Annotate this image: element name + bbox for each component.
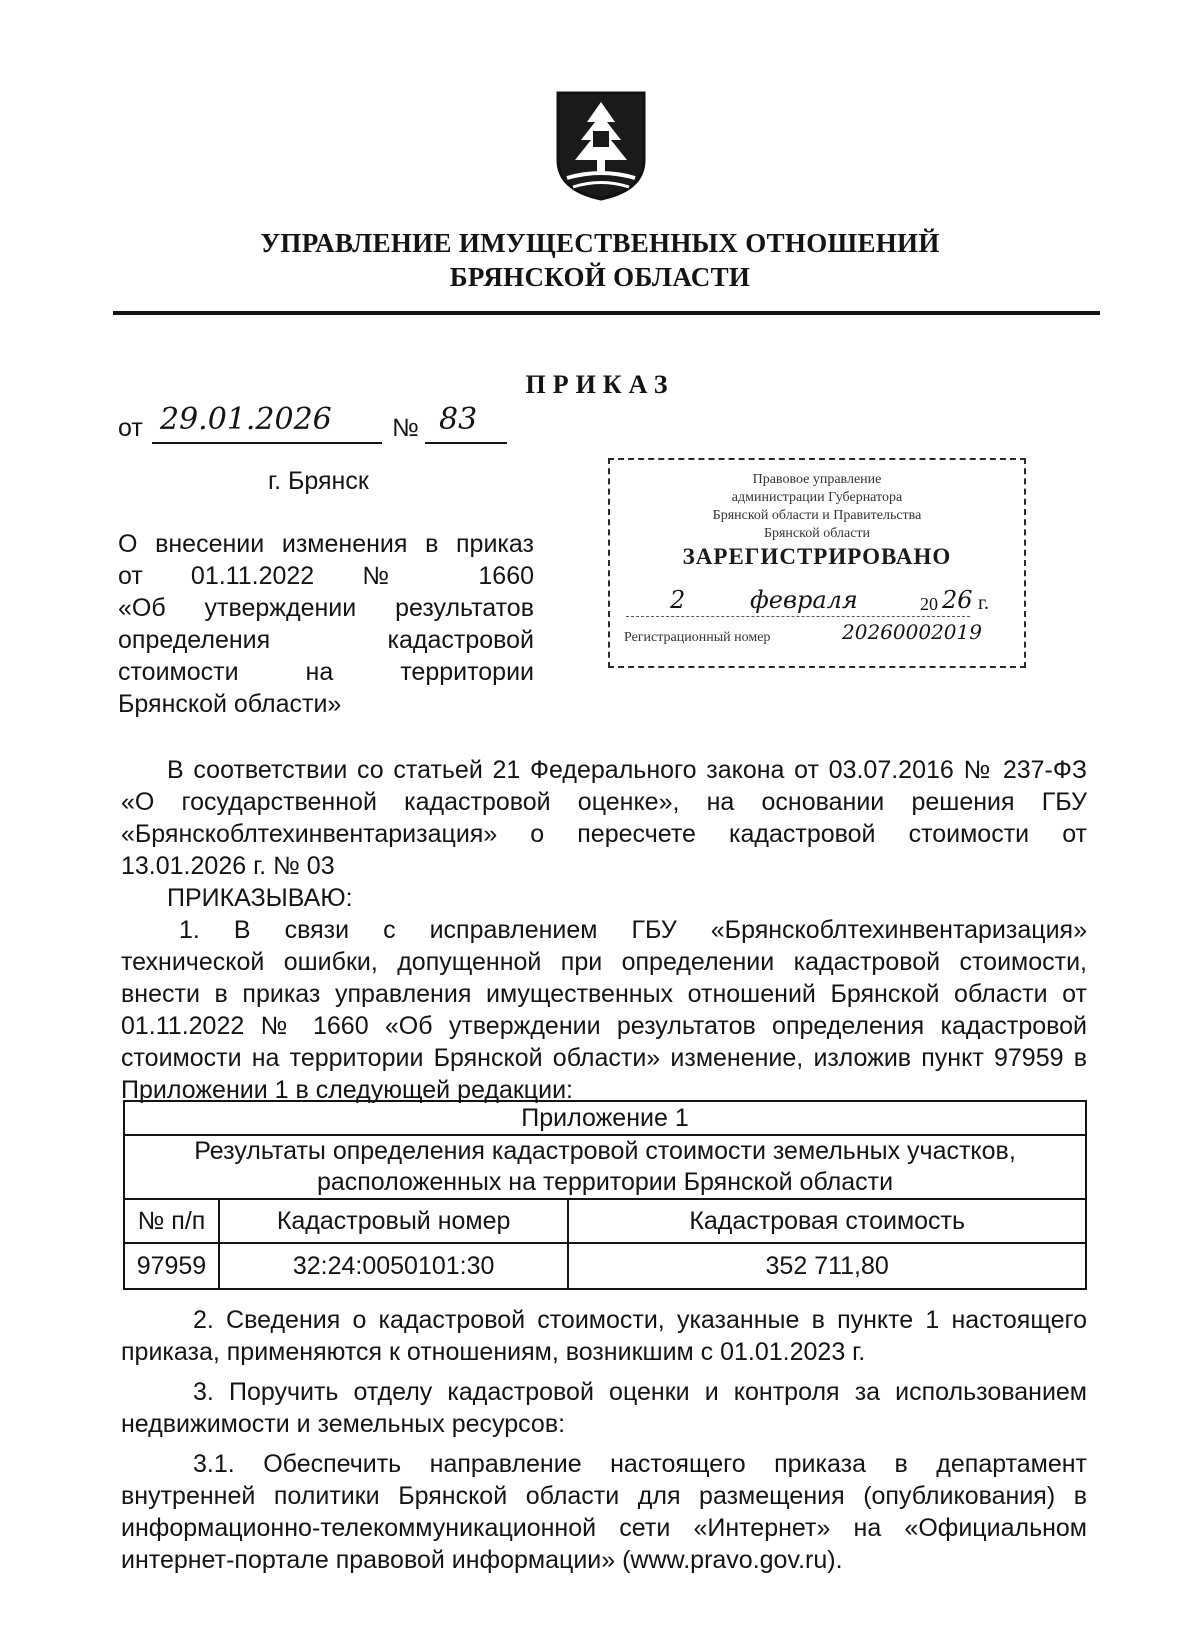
table-row xyxy=(124,1243,1086,1289)
number-field xyxy=(425,404,507,444)
column-header: № п/п xyxy=(124,1199,219,1243)
subject-line: стоимости на территории xyxy=(118,658,534,686)
subject-line: от 01.11.2022 № 1660 xyxy=(118,562,534,590)
stamp-year-suffix: 26 xyxy=(942,586,973,614)
item2-line: 2. Сведения о кадастровой стоимости, указанные в пункте 1 настоящего xyxy=(193,1306,1087,1334)
stamp-line: Брянской области xyxy=(763,526,871,541)
item3-line: 3. Поручить отделу кадастровой оценки и контроля за использованием xyxy=(193,1378,1087,1406)
stamp-year-prefix: 20 xyxy=(920,594,938,614)
date-field xyxy=(152,404,382,444)
header-divider xyxy=(113,311,1100,315)
document-type-title: ПРИКАЗ xyxy=(525,370,675,399)
item1-line: 01.11.2022 № 1660 «Об утверждении результатов определения кадастровой xyxy=(121,1012,1087,1040)
item31-line: 3.1. Обеспечить направление настоящего приказа в департамент xyxy=(193,1450,1087,1478)
registration-stamp xyxy=(608,458,1026,668)
row-number-cell: 97959 xyxy=(124,1243,219,1289)
order-items-continued xyxy=(121,1304,1087,1576)
organization-name-line1: УПРАВЛЕНИЕ ИМУЩЕСТВЕННЫХ ОТНОШЕНИЙ xyxy=(260,228,940,258)
item3-line: недвижимости и земельных ресурсов: xyxy=(121,1410,566,1438)
cadastral-number-cell: 32:24:0050101:30 xyxy=(219,1243,568,1289)
crest-shield-icon xyxy=(555,90,647,202)
stamp-registered: ЗАРЕГИСТРИРОВАНО xyxy=(682,544,952,569)
annex-subtitle xyxy=(124,1135,1086,1199)
preamble-line: 13.01.2026 г. № 03 xyxy=(121,852,335,880)
annex-title: Приложение 1 xyxy=(124,1101,1086,1135)
item1-line: технической ошибки, допущенной при определении кадастровой стоимости, xyxy=(121,948,1087,976)
subject-line: «Об утверждении результатов xyxy=(118,594,534,622)
subject-line: определения кадастровой xyxy=(118,626,534,654)
stamp-day: 2 xyxy=(670,586,686,614)
stamp-line: Правовое управление xyxy=(752,472,882,487)
city: г. Брянск xyxy=(268,467,369,495)
item1-line: Приложении 1 в следующей редакции: xyxy=(121,1076,573,1104)
item31-line: информационно-телекоммуникационной сети «Интернет» на «Официальном xyxy=(121,1514,1087,1542)
stamp-date-underline xyxy=(626,616,970,617)
annex-title-row xyxy=(124,1101,1086,1135)
number-sign: № xyxy=(392,414,419,442)
stamp-year-end: г. xyxy=(978,592,989,614)
date-prefix: от xyxy=(118,414,143,442)
coat-of-arms-emblem xyxy=(555,90,647,202)
organization-name-line2: БРЯНСКОЙ ОБЛАСТИ xyxy=(449,262,751,292)
item1-line: внести в приказ управления имущественных отношений Брянской области от xyxy=(121,980,1087,1008)
order-body xyxy=(121,754,1087,1106)
handwritten-number: 83 xyxy=(439,402,478,437)
column-header: Кадастровый номер xyxy=(219,1199,568,1243)
subject-line: Брянской области» xyxy=(118,690,342,718)
subject-line: О внесении изменения в приказ xyxy=(118,530,534,558)
item31-line: внутренней политики Брянской области для размещения (опубликования) в xyxy=(121,1482,1087,1510)
preamble-line: В соответствии со статьей 21 Федерального закона от 03.07.2016 № 237-ФЗ xyxy=(167,756,1087,784)
annex-subtitle-line: расположенных на территории Брянской области xyxy=(316,1168,894,1196)
order-subject xyxy=(118,528,534,720)
order-word: ПРИКАЗЫВАЮ: xyxy=(167,884,353,912)
item1-line: 1. В связи с исправлением ГБУ «Брянскоблтехинвентаризация» xyxy=(179,916,1087,944)
handwritten-date: 29.01.2026 xyxy=(160,402,332,437)
annex-subtitle-line: Результаты определения кадастровой стоимости земельных участков, xyxy=(194,1137,1016,1165)
item2-line: приказа, применяются к отношениям, возникшим с 01.01.2023 г. xyxy=(121,1338,866,1366)
stamp-month: февраля xyxy=(750,586,858,614)
stamp-line: администрации Губернатора xyxy=(731,490,903,505)
item31-line: интернет-портале правовой информации» (www.pravo.gov.ru). xyxy=(121,1546,843,1574)
stamp-line: Брянской области и Правительства xyxy=(712,508,922,523)
item1-line: стоимости на территории Брянской области» изменение, изложив пункт 97959 в xyxy=(121,1044,1087,1072)
annex-table xyxy=(123,1100,1087,1290)
column-header: Кадастровая стоимость xyxy=(568,1199,1086,1243)
stamp-date-row xyxy=(626,586,1010,620)
stamp-reg-number: 20260002019 xyxy=(842,620,982,644)
preamble-line: «О государственной кадастровой оценке», на основании решения ГБУ xyxy=(121,788,1087,816)
annex-subtitle-row xyxy=(124,1135,1086,1199)
stamp-reg-label: Регистрационный номер xyxy=(624,630,771,645)
table-header-row xyxy=(124,1199,1086,1243)
preamble-line: «Брянскоблтехинвентаризация» о пересчете кадастровой стоимости от xyxy=(121,820,1087,848)
cadastral-value-cell: 352 711,80 xyxy=(568,1243,1086,1289)
